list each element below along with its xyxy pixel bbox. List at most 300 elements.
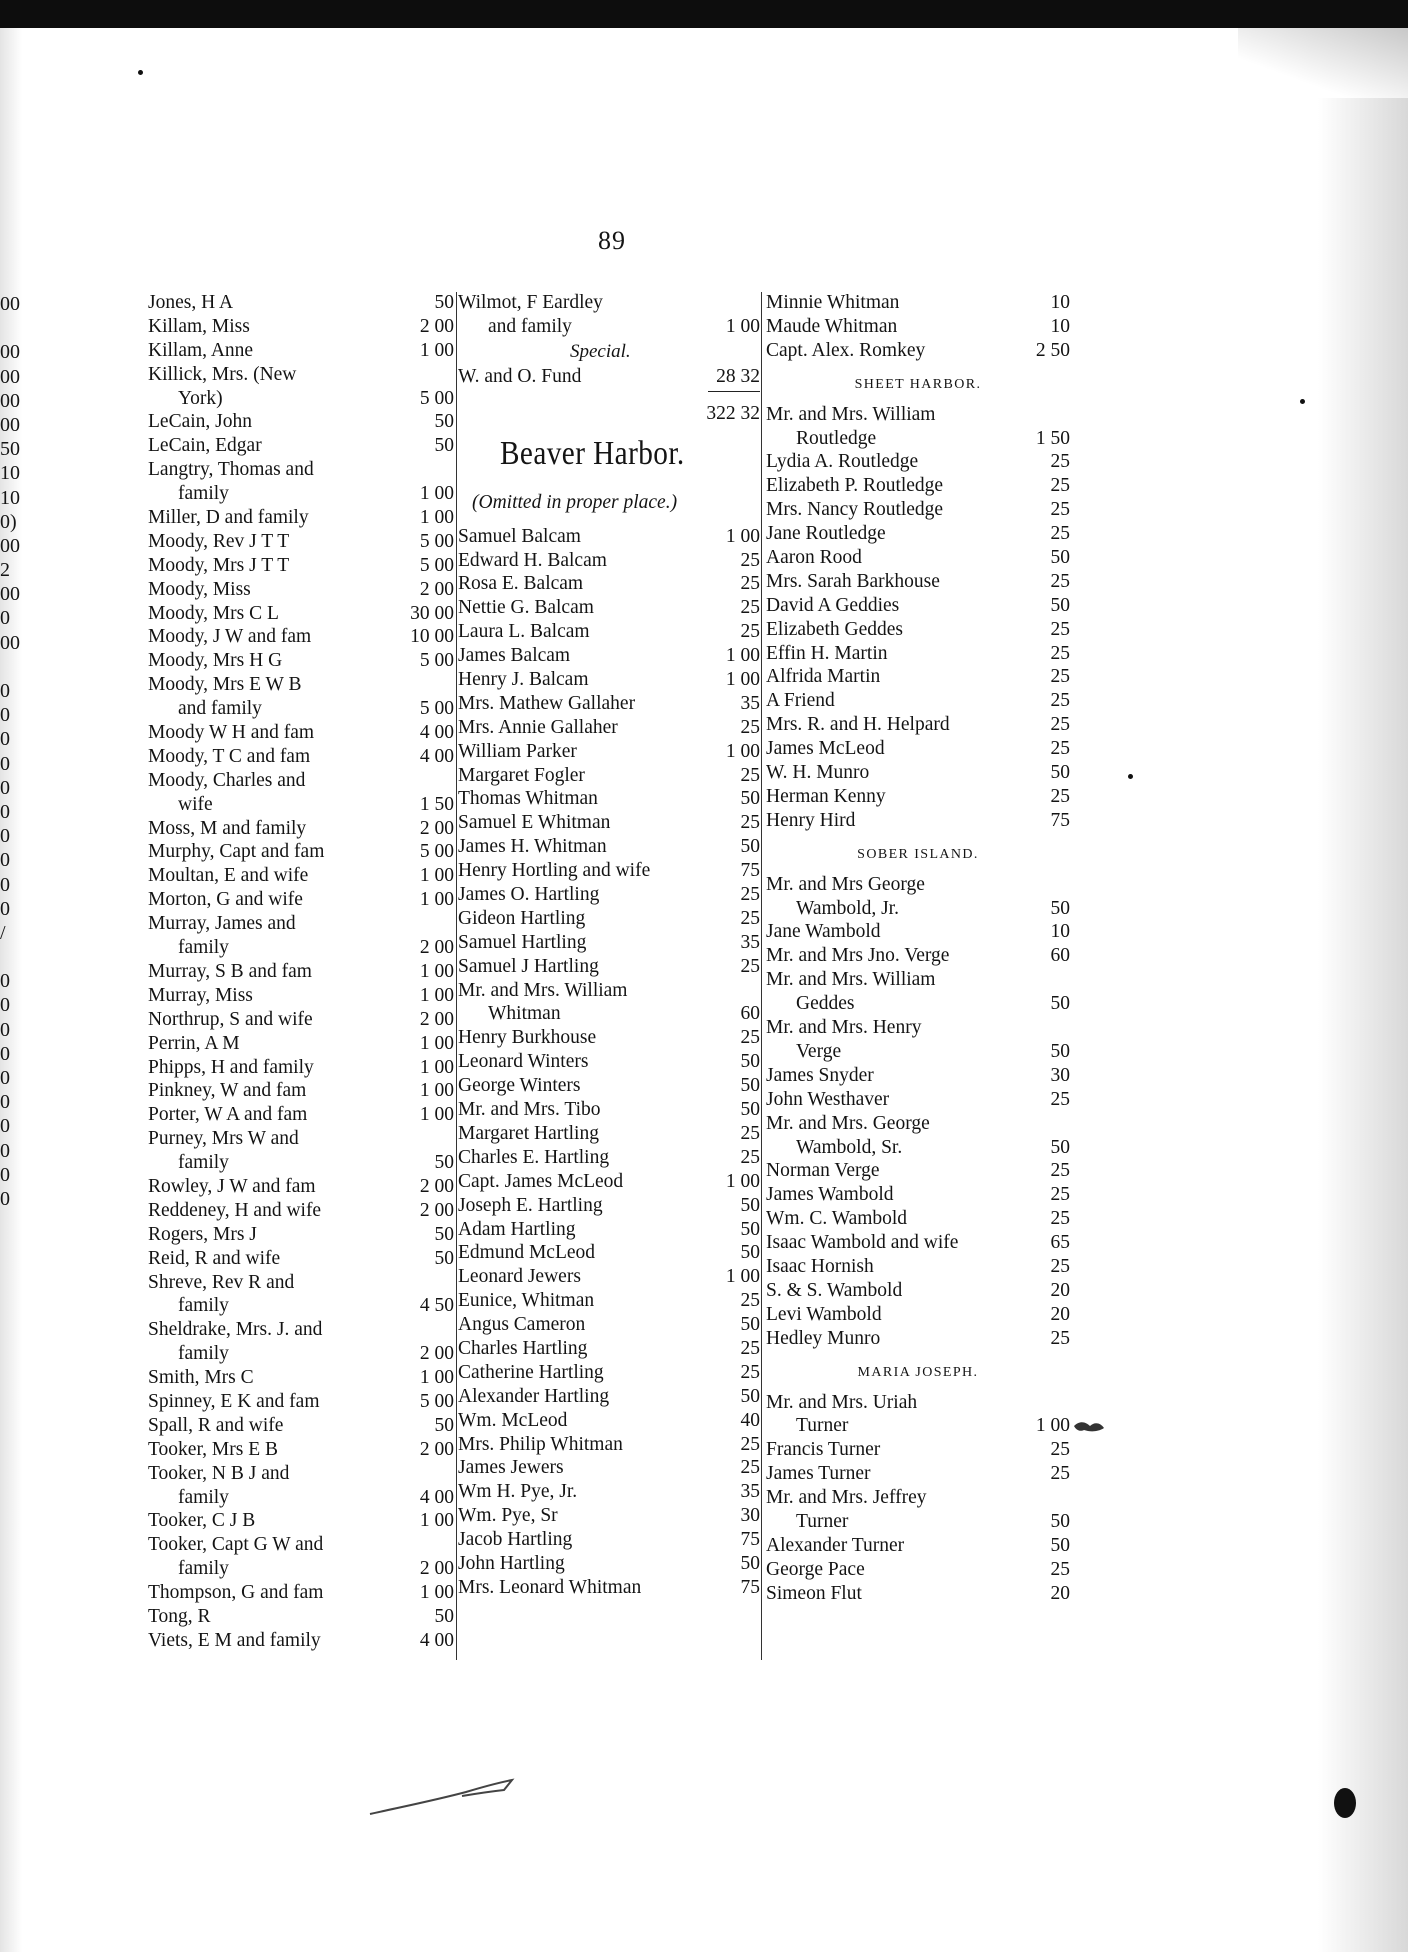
- entry-name: Moody, Charles and: [148, 769, 306, 791]
- entry-name: Alexander Turner: [766, 1534, 905, 1556]
- list-entry: [148, 1462, 454, 1486]
- entry-name: Samuel J Hartling: [458, 955, 599, 977]
- list-entry: [148, 1629, 454, 1653]
- entry-name: Perrin, A M: [148, 1032, 240, 1054]
- total-amount: 322 32: [706, 402, 760, 424]
- entry-name: Routledge: [796, 427, 877, 449]
- margin-fragment: 00: [0, 534, 20, 557]
- entry-name: Morton, G and wife: [148, 889, 303, 911]
- special-label: Special.: [570, 340, 631, 362]
- column-1: [148, 291, 454, 1653]
- entry-amount: 10 00: [410, 626, 454, 648]
- entry-amount: 1 00: [419, 865, 454, 887]
- entry-amount: 25: [740, 597, 760, 619]
- entry-name: Laura L. Balcam: [458, 621, 590, 643]
- scan-top-border: [0, 0, 1408, 28]
- entry-name: Thomas Whitman: [458, 788, 598, 810]
- entry-name: Wm. C. Wambold: [766, 1208, 908, 1230]
- list-entry: [148, 410, 454, 434]
- margin-fragment: 0): [0, 510, 17, 533]
- entry-amount: 1 00: [419, 483, 454, 505]
- entry-name: Margaret Hartling: [458, 1122, 599, 1144]
- entry-name: Mrs. Sarah Barkhouse: [766, 570, 940, 592]
- entry-amount: 25: [1050, 1327, 1070, 1349]
- entry-name: Mr. and Mrs George: [766, 873, 925, 895]
- entry-amount: 1 50: [1035, 427, 1070, 449]
- entry-amount: 65: [1050, 1232, 1070, 1254]
- special-label-row: [458, 339, 760, 365]
- entry-amount: 2 00: [419, 817, 454, 839]
- entry-amount: 50: [1050, 1510, 1070, 1532]
- entry-name: Francis Turner: [766, 1439, 881, 1461]
- list-entry: [458, 716, 760, 740]
- entry-amount: 25: [1050, 499, 1070, 521]
- entry-name: John Hartling: [458, 1552, 565, 1574]
- entry-amount: 50: [1050, 1136, 1070, 1158]
- margin-fragment: 0: [0, 873, 10, 896]
- list-entry: [458, 1170, 760, 1194]
- entry-name: Henry Hortling and wife: [458, 860, 651, 882]
- entry-name: Mrs. R. and H. Helpard: [766, 714, 950, 736]
- list-entry: [458, 787, 760, 811]
- margin-fragment: /: [0, 921, 6, 944]
- list-entry: [458, 835, 760, 859]
- margin-fragment: 0: [0, 680, 10, 702]
- entry-name: Whitman: [488, 1003, 561, 1025]
- entry-amount: 25: [1050, 1160, 1070, 1182]
- entry-name: Effin H. Martin: [766, 642, 888, 664]
- entry-amount: 25: [1050, 1439, 1070, 1461]
- entry-amount: 50: [1050, 547, 1070, 569]
- entry-amount: 25: [1050, 666, 1070, 688]
- entry-name: Mrs. Nancy Routledge: [766, 499, 944, 521]
- margin-fragment: 0: [0, 825, 10, 848]
- entry-name: Mr. and Mrs. William: [766, 969, 936, 991]
- section-title-row: [766, 833, 1070, 873]
- list-entry: [458, 644, 760, 668]
- list-entry: [148, 721, 454, 745]
- list-entry: [458, 1361, 760, 1385]
- entry-amount: 50: [1050, 1040, 1070, 1062]
- entry-name: Murray, James and: [148, 913, 296, 935]
- entry-name: Norman Verge: [766, 1160, 880, 1182]
- entry-amount: 1 00: [725, 740, 760, 762]
- column-2: [458, 291, 760, 1600]
- entry-name: Charles Hartling: [458, 1337, 588, 1359]
- entry-name: Jane Wambold: [766, 921, 881, 943]
- list-entry: [148, 625, 454, 649]
- entry-amount: 50: [740, 1385, 760, 1407]
- margin-fragment: [0, 945, 26, 969]
- list-entry: [766, 1040, 1070, 1064]
- list-entry: [458, 1241, 760, 1265]
- list-entry: [458, 1050, 760, 1074]
- entry-name: Mrs. Leonard Whitman: [458, 1576, 642, 1598]
- list-entry: [766, 570, 1070, 594]
- scan-right-shade: [1318, 28, 1408, 1952]
- margin-fragment: 00: [0, 365, 20, 388]
- list-entry: [458, 1528, 760, 1552]
- entry-amount: 2 00: [419, 578, 454, 600]
- list-entry: [458, 1002, 760, 1026]
- list-entry: [458, 1433, 760, 1457]
- margin-fragment: 0: [0, 1115, 10, 1138]
- entry-amount: 25: [740, 1146, 760, 1168]
- list-entry: [148, 1294, 454, 1318]
- entry-amount: 5 00: [419, 698, 454, 720]
- entry-amount: 35: [740, 931, 760, 953]
- list-entry: [766, 992, 1070, 1016]
- entry-amount: 1 00: [725, 669, 760, 691]
- list-entry: [458, 1456, 760, 1480]
- list-entry: [766, 339, 1070, 363]
- entry-name: George Winters: [458, 1075, 581, 1097]
- entry-name: family: [178, 1343, 229, 1365]
- entry-name: Jane Routledge: [766, 523, 886, 545]
- entry-amount: 10: [1050, 315, 1070, 337]
- entry-name: Murray, Miss: [148, 984, 253, 1006]
- list-entry: [458, 859, 760, 883]
- entry-name: William Parker: [458, 740, 577, 762]
- list-entry: [148, 984, 454, 1008]
- entry-name: James McLeod: [766, 738, 885, 760]
- entry-amount: 25: [740, 1337, 760, 1359]
- list-entry: [458, 315, 760, 339]
- margin-fragment: 00: [0, 341, 20, 364]
- list-entry: [766, 689, 1070, 713]
- entry-name: Samuel Hartling: [458, 931, 587, 953]
- list-entry: [148, 1366, 454, 1390]
- entry-name: Rowley, J W and fam: [148, 1175, 316, 1197]
- entry-name: Sheldrake, Mrs. J. and: [148, 1319, 323, 1341]
- entry-amount: 25: [1050, 1255, 1070, 1277]
- entry-name: Wm. Pye, Sr: [458, 1505, 558, 1527]
- list-entry: [148, 291, 454, 315]
- entry-amount: 30: [1050, 1064, 1070, 1086]
- entry-amount: 25: [1050, 1208, 1070, 1230]
- section-title: SHEET HARBOR.: [854, 376, 982, 392]
- entry-name: Gideon Hartling: [458, 907, 586, 929]
- entry-name: W. H. Munro: [766, 762, 870, 784]
- entry-name: Wm. McLeod: [458, 1409, 568, 1431]
- entry-name: Moss, M and family: [148, 817, 307, 839]
- entry-name: Verge: [796, 1040, 842, 1062]
- list-entry: [148, 1390, 454, 1414]
- entry-name: Edward H. Balcam: [458, 549, 607, 571]
- entry-amount: 5 00: [419, 650, 454, 672]
- margin-fragment: 0: [0, 970, 10, 993]
- list-entry: [458, 1385, 760, 1409]
- entry-amount: 1 00: [725, 1170, 760, 1192]
- entry-amount: 25: [740, 621, 760, 643]
- entry-amount: 1 00: [419, 1080, 454, 1102]
- entry-name: Henry Burkhouse: [458, 1027, 597, 1049]
- entry-name: Moody, Mrs J T T: [148, 554, 290, 576]
- margin-fragment: 0: [0, 1067, 10, 1089]
- entry-name: Langtry, Thomas and: [148, 459, 314, 481]
- entry-amount: 1 00: [419, 1104, 454, 1126]
- entry-amount: 50: [740, 1194, 760, 1216]
- list-entry: [458, 1074, 760, 1098]
- entry-name: Miller, D and family: [148, 507, 309, 529]
- list-entry: [458, 1480, 760, 1504]
- entry-amount: 25: [1050, 451, 1070, 473]
- entry-name: Mr. and Mrs. Henry: [766, 1017, 922, 1039]
- list-entry: [766, 1534, 1070, 1558]
- entry-name: Isaac Wambold and wife: [766, 1232, 959, 1254]
- margin-fragment: 0: [0, 704, 10, 727]
- entry-amount: 5 00: [419, 1390, 454, 1412]
- list-entry: [766, 594, 1070, 618]
- margin-fragment: 00: [0, 293, 20, 315]
- entry-amount: 25: [1050, 785, 1070, 807]
- list-entry: [148, 554, 454, 578]
- list-entry: [458, 1504, 760, 1528]
- entry-name: and family: [488, 315, 572, 337]
- entry-amount: 10: [1050, 292, 1070, 313]
- entry-name: Tooker, N B J and: [148, 1462, 290, 1484]
- list-entry: [766, 1510, 1070, 1534]
- list-entry: [766, 761, 1070, 785]
- entry-amount: 25: [1050, 570, 1070, 592]
- section-heading: Beaver Harbor.: [500, 434, 685, 472]
- ink-blot: [1334, 1788, 1356, 1818]
- list-entry: [458, 764, 760, 788]
- list-entry: [458, 883, 760, 907]
- entry-amount: 25: [740, 1433, 760, 1455]
- entry-amount: 4 00: [419, 1486, 454, 1508]
- margin-fragment: 00: [0, 631, 20, 654]
- margin-fragment: 0: [0, 897, 10, 920]
- entry-amount: 75: [740, 1529, 760, 1551]
- list-entry: [148, 1342, 454, 1366]
- list-entry: [148, 1557, 454, 1581]
- entry-amount: 1 00: [419, 339, 454, 361]
- entry-name: Elizabeth P. Routledge: [766, 475, 944, 497]
- list-entry: [766, 315, 1070, 339]
- entry-name: James Wambold: [766, 1184, 894, 1206]
- entry-name: Maude Whitman: [766, 315, 898, 337]
- ink-blot: [1300, 399, 1305, 404]
- entry-name: David A Geddies: [766, 594, 900, 616]
- entry-amount: 20: [1050, 1582, 1070, 1604]
- entry-name: Mr. and Mrs. William: [766, 403, 936, 425]
- list-entry: [148, 1008, 454, 1032]
- list-entry: [458, 549, 760, 573]
- fund-amount: 28 32: [716, 365, 760, 387]
- entry-name: Thompson, G and fam: [148, 1582, 324, 1604]
- entry-amount: 40: [740, 1409, 760, 1431]
- margin-fragment: 0: [0, 1139, 10, 1162]
- entry-name: A Friend: [766, 690, 835, 712]
- entry-name: James H. Whitman: [458, 836, 607, 858]
- list-entry: [766, 498, 1070, 522]
- list-entry: [766, 403, 1070, 427]
- list-entry: [766, 1391, 1070, 1415]
- entry-amount: 50: [434, 1605, 454, 1627]
- entry-name: Hedley Munro: [766, 1327, 881, 1349]
- entry-amount: 1 00: [419, 507, 454, 529]
- entry-name: Mrs. Mathew Gallaher: [458, 692, 636, 714]
- list-entry: [148, 1103, 454, 1127]
- list-entry: [148, 602, 454, 626]
- list-entry: [148, 363, 454, 387]
- entry-amount: 50: [1050, 993, 1070, 1015]
- entry-name: Mr. and Mrs. Tibo: [458, 1099, 601, 1121]
- list-entry: [766, 522, 1070, 546]
- heading-note: (Omitted in proper place.): [472, 491, 678, 513]
- entry-name: Mr. and Mrs Jno. Verge: [766, 945, 950, 967]
- entry-amount: 50: [1050, 594, 1070, 616]
- entry-amount: 30: [740, 1505, 760, 1527]
- list-entry: [766, 1064, 1070, 1088]
- entry-name: Levi Wambold: [766, 1303, 882, 1325]
- entry-name: Purney, Mrs W and: [148, 1128, 299, 1150]
- entry-name: wife: [178, 793, 213, 815]
- entry-amount: 1 00: [725, 315, 760, 337]
- entry-name: Moody W H and fam: [148, 722, 315, 744]
- entry-name: Isaac Hornish: [766, 1255, 874, 1277]
- list-entry: [766, 642, 1070, 666]
- list-entry: [766, 968, 1070, 992]
- pen-stroke-mark: [366, 1770, 516, 1820]
- entry-name: Elizabeth Geddes: [766, 618, 903, 640]
- list-entry: [766, 1136, 1070, 1160]
- margin-fragment: 0: [0, 1187, 10, 1210]
- margin-fragment: 0: [0, 994, 10, 1017]
- entry-amount: 25: [1050, 523, 1070, 545]
- entry-name: Mr. and Mrs. George: [766, 1112, 930, 1134]
- list-entry: [766, 737, 1070, 761]
- list-entry: [766, 873, 1070, 897]
- entry-name: Turner: [796, 1415, 849, 1437]
- margin-fragment: 00: [0, 583, 20, 606]
- entry-name: Geddes: [796, 993, 855, 1015]
- list-entry: [458, 1122, 760, 1146]
- entry-name: Turner: [796, 1510, 849, 1532]
- margin-fragment: 0: [0, 1018, 10, 1041]
- entry-amount: 50: [740, 1218, 760, 1240]
- list-entry: [148, 745, 454, 769]
- entry-amount: 1 00: [725, 645, 760, 667]
- entry-name: Killam, Miss: [148, 315, 250, 337]
- entry-name: Alfrida Martin: [766, 666, 881, 688]
- entry-name: family: [178, 1486, 229, 1508]
- list-entry: [148, 1318, 454, 1342]
- entry-name: Phipps, H and family: [148, 1056, 314, 1078]
- list-entry: [148, 315, 454, 339]
- entry-amount: 1 00: [419, 1510, 454, 1532]
- bird-shaped-blot: [1072, 1418, 1106, 1436]
- entry-name: Nettie G. Balcam: [458, 597, 594, 619]
- list-entry: [458, 740, 760, 764]
- entry-name: James Balcam: [458, 645, 571, 667]
- list-entry: [458, 1194, 760, 1218]
- list-entry: [766, 474, 1070, 498]
- list-entry: [766, 809, 1070, 833]
- entry-name: Wambold, Jr.: [796, 897, 899, 919]
- margin-fragment: 10: [0, 486, 20, 509]
- entry-amount: 1 00: [419, 1032, 454, 1054]
- list-entry: [766, 1279, 1070, 1303]
- entry-amount: 1 00: [1035, 1415, 1070, 1437]
- list-entry: [148, 649, 454, 673]
- entry-name: Adam Hartling: [458, 1218, 576, 1240]
- entry-amount: 2 00: [419, 1175, 454, 1197]
- list-entry: [458, 1313, 760, 1337]
- entry-name: Reddeney, H and wife: [148, 1199, 322, 1221]
- entry-amount: 25: [740, 549, 760, 571]
- list-entry: [766, 1088, 1070, 1112]
- entry-name: Edmund McLeod: [458, 1242, 596, 1264]
- entry-name: Moultan, E and wife: [148, 865, 309, 887]
- margin-fragment: 00: [0, 413, 20, 436]
- section-title: SOBER ISLAND.: [857, 846, 979, 862]
- list-entry: [766, 1303, 1070, 1327]
- entry-amount: 2 00: [419, 315, 454, 337]
- entry-name: and family: [178, 698, 262, 720]
- list-entry: [766, 665, 1070, 689]
- entry-name: Wm H. Pye, Jr.: [458, 1481, 578, 1503]
- list-entry: [458, 668, 760, 692]
- column-3: [766, 291, 1070, 1606]
- list-entry: [148, 1032, 454, 1056]
- list-entry: [148, 1509, 454, 1533]
- entry-name: James Jewers: [458, 1457, 564, 1479]
- list-entry: [148, 769, 454, 793]
- entry-amount: 25: [740, 573, 760, 595]
- entry-name: Mr. and Mrs. William: [458, 979, 628, 1001]
- list-entry: [148, 339, 454, 363]
- entry-amount: 30 00: [410, 602, 454, 624]
- entry-name: Pinkney, W and fam: [148, 1080, 307, 1102]
- fund-name: W. and O. Fund: [458, 365, 582, 387]
- entry-amount: 1 00: [419, 1367, 454, 1389]
- column-divider-1: [456, 292, 457, 1660]
- list-entry: [766, 1255, 1070, 1279]
- entry-name: Rosa E. Balcam: [458, 573, 584, 595]
- entry-amount: 5 00: [419, 530, 454, 552]
- list-entry: [458, 692, 760, 716]
- entry-amount: 25: [1050, 1184, 1070, 1206]
- entry-name: Alexander Hartling: [458, 1385, 610, 1407]
- list-entry: [148, 1199, 454, 1223]
- list-entry: [766, 1207, 1070, 1231]
- entry-amount: 25: [740, 1122, 760, 1144]
- list-entry: [458, 1146, 760, 1170]
- list-entry: [458, 291, 760, 315]
- list-entry: [458, 1337, 760, 1361]
- entry-amount: 75: [740, 860, 760, 882]
- entry-amount: 1 00: [725, 525, 760, 547]
- entry-amount: 75: [740, 1576, 760, 1598]
- list-entry: [148, 1127, 454, 1151]
- entry-name: Leonard Winters: [458, 1051, 589, 1073]
- entry-name: Joseph E. Hartling: [458, 1194, 603, 1216]
- entry-amount: 1 00: [419, 1056, 454, 1078]
- entry-amount: 50: [1050, 762, 1070, 784]
- list-entry: [766, 1486, 1070, 1510]
- list-entry: [148, 697, 454, 721]
- list-entry: [148, 1056, 454, 1080]
- entry-amount: 50: [740, 1242, 760, 1264]
- list-entry: [148, 1533, 454, 1557]
- margin-fragment: 0: [0, 849, 10, 872]
- entry-amount: 50: [740, 836, 760, 858]
- entry-amount: 4 50: [419, 1295, 454, 1317]
- entry-name: Tooker, Capt G W and: [148, 1534, 324, 1556]
- entry-amount: 25: [740, 907, 760, 929]
